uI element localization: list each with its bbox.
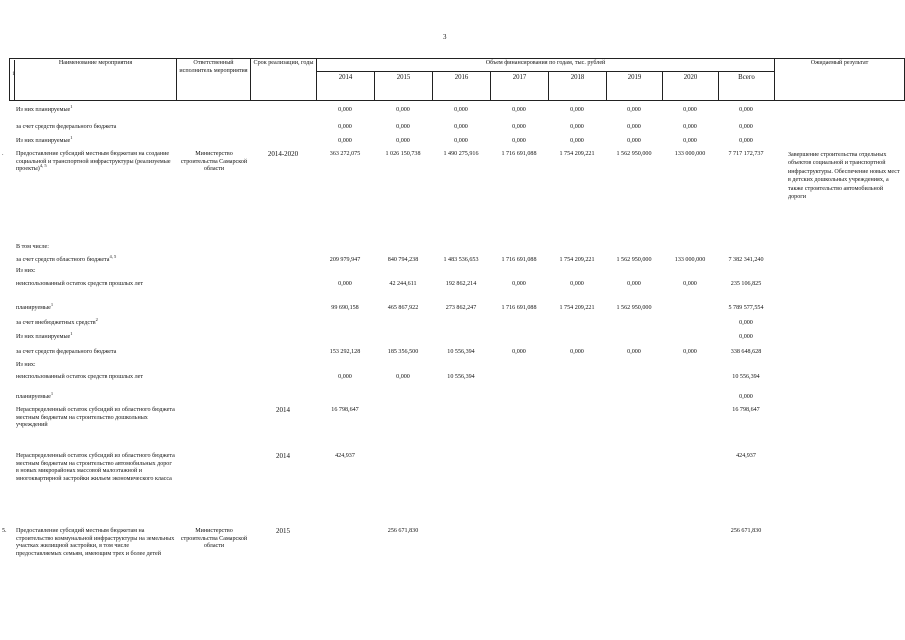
row-name (16, 302, 176, 313)
row-value: 133 000,000 (674, 151, 706, 157)
footnote-marker: 1 (70, 331, 73, 336)
row-name (16, 135, 176, 146)
row-total: 0,000 (739, 138, 753, 144)
row-value: 0,000 (512, 281, 526, 287)
row-value: 840 794,238 (387, 257, 419, 263)
row-name (16, 268, 176, 276)
row-total: 7 382 341,240 (728, 257, 764, 263)
row-number: 5. (2, 528, 7, 534)
row-value: 0,000 (627, 124, 641, 130)
row-value: 10 556,394 (447, 349, 475, 355)
row-value: 0,000 (512, 107, 526, 113)
row-name (16, 244, 176, 252)
row-total: 0,000 (739, 320, 753, 326)
row-value: 0,000 (512, 138, 526, 144)
header-year: 2020 (662, 71, 718, 100)
row-value: 0,000 (683, 107, 697, 113)
row-value: 1 562 950,000 (616, 305, 652, 311)
header-year: 2017 (490, 71, 548, 100)
row-number: . (2, 151, 4, 157)
row-name-text: Предоставление субсидий местным бюджетам на строительство коммунальной инфраструктуры на земельных участках жилищной застройки, в том числе предоставляемых семьям, имеющим трех и более детей (16, 528, 175, 557)
row-responsible: Министерство строительства Самарской области (180, 151, 248, 173)
row-name-text: Нераспределенный остаток субсидий из областного бюджета местным бюджетам на строительство автомобильных дорог в новых микрорайонах массовой малоэтажной и многоквартирной застройки жильем экономического класса (16, 453, 175, 482)
row-value: 0,000 (396, 374, 410, 380)
row-name-text: за счет внебюджетных средств (16, 320, 96, 327)
row-value: 0,000 (338, 107, 352, 113)
row-name (16, 104, 176, 115)
row-value: 1 754 209,221 (559, 305, 595, 311)
header-year: Всего (718, 71, 774, 100)
row-name (16, 362, 176, 370)
row-name (16, 453, 176, 483)
row-value: 209 979,947 (329, 257, 361, 263)
row-value: 0,000 (683, 349, 697, 355)
row-value: 0,000 (683, 281, 697, 287)
row-value: 0,000 (627, 349, 641, 355)
header-year: 2019 (606, 71, 662, 100)
table-header (0, 58, 905, 100)
row-value: 0,000 (338, 138, 352, 144)
row-responsible: Министерство строительства Самарской области (180, 528, 248, 550)
row-total: 235 106,825 (730, 281, 762, 287)
row-value: 1 562 950,000 (616, 257, 652, 263)
row-value: 256 671,830 (387, 528, 419, 534)
row-value: 0,000 (570, 107, 584, 113)
row-value: 192 862,214 (445, 281, 477, 287)
row-value: 363 272,075 (329, 151, 361, 157)
row-value: 0,000 (396, 107, 410, 113)
row-name (16, 151, 176, 174)
row-name (16, 374, 176, 382)
row-value: 0,000 (338, 281, 352, 287)
footnote-marker: 1 (70, 104, 73, 109)
row-value: 0,000 (627, 138, 641, 144)
row-total: 0,000 (739, 107, 753, 113)
row-name-text: планируемые (16, 394, 51, 401)
row-value: 465 867,922 (387, 305, 419, 311)
row-name-text: В том числе: (16, 244, 49, 250)
row-name-text: Предоставление субсидий местным бюджетам на создание социальной и транспортной инфраструктуры (реализуемые проекты) (16, 151, 171, 173)
header-funding: Объем финансирования по годам, тыс. рублей (316, 58, 774, 71)
row-value: 0,000 (512, 349, 526, 355)
row-value: 0,000 (454, 107, 468, 113)
row-total: 5 789 577,554 (728, 305, 764, 311)
row-name (16, 407, 176, 430)
row-value: 0,000 (570, 281, 584, 287)
row-value: 0,000 (512, 124, 526, 130)
row-name (16, 528, 176, 558)
row-name (16, 349, 176, 357)
row-value: 0,000 (454, 138, 468, 144)
row-value: 133 000,000 (674, 257, 706, 263)
row-total: 16 798,647 (732, 407, 760, 413)
row-value: 0,000 (627, 107, 641, 113)
row-name-text: неиспользованный остаток средств прошлых лет (16, 281, 144, 287)
row-value: 1 490 275,916 (443, 151, 479, 157)
row-value: 185 356,500 (387, 349, 419, 355)
row-name (16, 281, 176, 289)
row-name-text: за счет средств федерального бюджета (16, 349, 117, 355)
row-period: 2014 (276, 452, 290, 460)
row-period: 2014 (276, 406, 290, 414)
row-period: 2015 (276, 527, 290, 535)
row-total: 256 671,830 (730, 528, 762, 534)
row-value: 0,000 (338, 124, 352, 130)
row-name-text: планируемые (16, 305, 51, 312)
footnote-marker: 4, 5 (109, 254, 117, 259)
row-value: 16 798,647 (331, 407, 359, 413)
row-total: 10 556,394 (732, 374, 760, 380)
row-name-text: за счет средств федерального бюджета (16, 124, 117, 130)
row-period: 2014-2020 (267, 150, 299, 158)
row-value: 0,000 (570, 124, 584, 130)
row-name-text: за счет средств областного бюджета (16, 257, 110, 264)
row-value: 424,937 (335, 453, 355, 459)
row-name (16, 124, 176, 132)
row-name-text: неиспользованный остаток средств прошлых лет (16, 374, 144, 380)
row-name (16, 317, 176, 328)
row-name (16, 254, 176, 265)
row-value: 0,000 (396, 124, 410, 130)
footnote-marker: 1 (50, 302, 54, 307)
header-year: 2015 (374, 71, 432, 100)
footnote-marker: 2 (95, 317, 98, 322)
row-value: 0,000 (627, 281, 641, 287)
header-year: 2014 (316, 71, 374, 100)
footnote-marker: 1 (50, 391, 54, 396)
row-value: 273 862,247 (445, 305, 477, 311)
row-value: 42 244,611 (389, 281, 417, 287)
row-name-text: Из них планируемые (16, 334, 71, 341)
row-total: 0,000 (739, 394, 753, 400)
footnote-marker: 1 (70, 135, 73, 140)
row-expected-result: Завершение строительства отдельных объектов социальной и транспортной инфраструктуры. Обеспечение новых мест в детских дошкольных учреждениях, а также строительство автомобильной дороги (788, 152, 900, 201)
row-total: 7 717 172,737 (728, 151, 764, 157)
row-name-text: Из них: (16, 268, 36, 274)
row-value: 0,000 (338, 374, 352, 380)
header-resp: Ответственный исполнитель мероприятия (176, 58, 250, 100)
row-total: 0,000 (739, 124, 753, 130)
header-result: Ожидаемый результат (774, 58, 905, 100)
row-name (16, 331, 176, 342)
row-value: 1 754 209,221 (559, 151, 595, 157)
row-value: 10 556,394 (447, 374, 475, 380)
row-name-text: Нераспределенный остаток субсидий из областного бюджета местным бюджетам на строительство дошкольных учреждений (16, 407, 175, 429)
row-name (16, 391, 176, 402)
row-total: 424,937 (736, 453, 756, 459)
row-value: 99 690,158 (331, 305, 359, 311)
row-name-text: Из них: (16, 362, 36, 368)
header-period: Срок реализации, годы (250, 58, 316, 100)
footnote-marker: 4, 5 (39, 163, 47, 169)
row-value: 1 716 691,088 (501, 257, 537, 263)
row-value: 0,000 (570, 138, 584, 144)
row-value: 1 562 950,000 (616, 151, 652, 157)
row-value: 1 716 691,088 (501, 151, 537, 157)
row-value: 1 483 536,653 (443, 257, 479, 263)
row-value: 1 026 150,738 (385, 151, 421, 157)
row-value: 0,000 (570, 349, 584, 355)
page-number: 3 (443, 33, 447, 41)
row-value: 0,000 (683, 138, 697, 144)
row-name-text: Из них планируемые (16, 107, 71, 114)
header-num: 1 (9, 71, 17, 79)
row-value: 0,000 (396, 138, 410, 144)
header-year: 2018 (548, 71, 606, 100)
row-value: 0,000 (683, 124, 697, 130)
row-value: 1 716 691,088 (501, 305, 537, 311)
row-total: 0,000 (739, 334, 753, 340)
row-value: 153 292,128 (329, 349, 361, 355)
row-value: 0,000 (454, 124, 468, 130)
row-name-text: Из них планируемые (16, 138, 71, 145)
row-value: 1 754 209,221 (559, 257, 595, 263)
row-total: 338 648,628 (730, 349, 762, 355)
header-name: Наименование мероприятия (14, 60, 176, 100)
header-year: 2016 (432, 71, 490, 100)
